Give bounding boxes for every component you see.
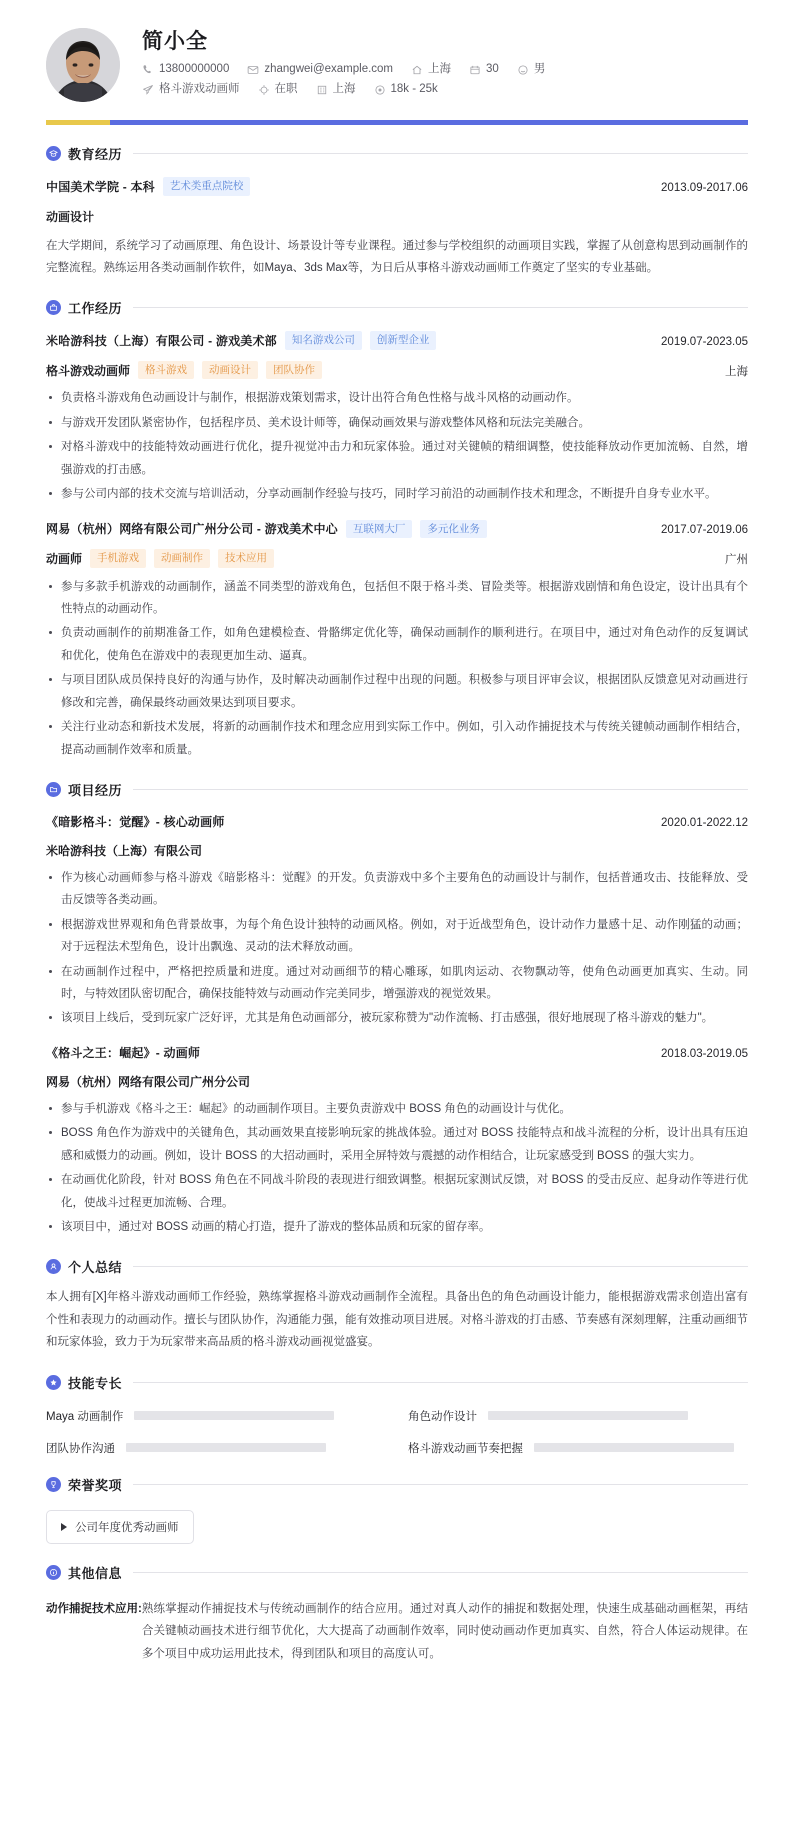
education-entry-left: [46, 177, 250, 196]
contact-meta-row-1: [142, 64, 748, 76]
skill-progress-track: [488, 1411, 688, 1420]
skills-grid: [46, 1408, 748, 1456]
work-date: 2019.07-2023.05: [661, 336, 748, 349]
star-icon: [46, 1375, 61, 1390]
list-item: 该项目上线后，受到玩家广泛好评，尤其是角色动画部分，被玩家称赞为"动作流畅、打击感强，很好地展现了格斗游戏的魅力"。: [46, 1007, 748, 1029]
role-tag: 动画设计: [202, 361, 258, 380]
contact-meta-row-2: [142, 84, 748, 96]
graduation-cap-icon: [46, 146, 61, 161]
role-tag: 技术应用: [218, 549, 274, 568]
section-project: [46, 780, 748, 1238]
send-icon: [142, 84, 154, 96]
avatar: [46, 28, 120, 102]
trophy-icon: [46, 1477, 61, 1492]
list-item: 对格斗游戏中的技能特效动画进行优化，提升视觉冲击力和玩家体验。通过对关键帧的精细调整，使技能释放动作更加流畅、自然，增强游戏的打击感。: [46, 436, 748, 481]
work-entry: [46, 520, 748, 761]
award-label: 公司年度优秀动画师: [75, 1521, 179, 1534]
list-item: 与项目团队成员保持良好的沟通与协作，及时解决动画制作过程中出现的问题。积极参与项目评审会议，根据团队反馈意见对动画进行修改和完善，确保最终动画效果达到项目要求。: [46, 669, 748, 714]
list-item: 与游戏开发团队紧密协作，包括程序员、美术设计师等，确保动画效果与游戏整体风格和玩法完美融合。: [46, 412, 748, 434]
profile-info: [142, 28, 748, 104]
play-triangle-icon: [61, 1523, 67, 1531]
work-location: 上海: [725, 365, 748, 378]
skill-progress-track: [134, 1411, 334, 1420]
project-date: 2020.01-2022.12: [661, 816, 748, 829]
meta-age: [469, 64, 499, 76]
company-tag: 创新型企业: [370, 331, 437, 350]
section-title-summary: 个人总结: [68, 1260, 123, 1276]
list-item: BOSS 角色作为游戏中的关键角色，其动画效果直接影响玩家的挑战体验。通过对 BOSS 技能特点和战斗流程的分析，设计出具有压迫感和威慑力的动画。例如，设计 BOSS 的大招动画时，采用全屏特效与震撼的动作相结合，让玩家感受到 BOSS 的强大实力。: [46, 1122, 748, 1167]
list-item: 参与公司内部的技术交流与培训活动，分享动画制作经验与技巧，同时学习前沿的动画制作技术和理念，不断提升自身专业水平。: [46, 483, 748, 505]
project-bullet-list: [46, 867, 748, 1030]
work-bullet-list: [46, 576, 748, 761]
home-icon: [411, 64, 423, 76]
section-title-work: 工作经历: [68, 301, 123, 317]
role-tag: 动画制作: [154, 549, 210, 568]
skill-label: Maya 动画制作: [46, 1410, 124, 1423]
user-icon: [46, 1259, 61, 1274]
page-title: 简小全: [142, 30, 208, 53]
accent-divider-bar: [46, 120, 748, 125]
work-entry-header: [46, 520, 748, 539]
salary-icon: [374, 84, 386, 96]
section-header-summary: [46, 1257, 748, 1276]
list-item: 负责格斗游戏角色动画设计与制作，根据游戏策划需求，设计出符合角色性格与战斗风格的动画动作。: [46, 387, 748, 409]
section-rule: [133, 789, 748, 790]
meta-status: [258, 84, 298, 96]
project-company: 米哈游科技（上海）有限公司: [46, 843, 203, 858]
divider-yellow: [46, 120, 110, 125]
meta-gender: [517, 64, 546, 76]
project-company: 网易（杭州）网络有限公司广州分公司: [46, 1074, 251, 1089]
section-rule: [133, 1572, 748, 1573]
meta-email: [247, 64, 393, 76]
divider-blue: [110, 120, 748, 125]
section-title-skills: 技能专长: [68, 1375, 123, 1391]
info-icon: [46, 1565, 61, 1580]
work-role-left: [46, 549, 274, 568]
job-title: 动画师: [46, 551, 83, 566]
company-name: 米哈游科技（上海）有限公司 - 游戏美术部: [46, 334, 277, 349]
project-entry: [46, 813, 748, 1030]
project-name: 《格斗之王：崛起》- 动画师: [46, 1045, 201, 1060]
skill-label: 团队协作沟通: [46, 1442, 115, 1455]
meta-phone-text: 13800000000: [159, 63, 230, 76]
skill-progress-track: [126, 1443, 326, 1452]
section-rule: [133, 307, 748, 308]
education-description: 在大学期间，系统学习了动画原理、角色设计、场景设计等专业课程。通过参与学校组织的动画项目实践，掌握了从创意构思到动画制作的完整流程。熟练运用各类动画制作软件，如Maya、3ds Max等，为日后从事格斗游戏动画师工作奠定了坚实的专业基础。: [46, 239, 748, 275]
job-title: 格斗游戏动画师: [46, 363, 131, 378]
education-tag: 艺术类重点院校: [163, 177, 251, 196]
folder-icon: [46, 782, 61, 797]
company-tag: 互联网大厂: [346, 520, 413, 539]
section-education: [46, 144, 748, 279]
summary-text: 本人拥有[X]年格斗游戏动画师工作经验，熟练掌握格斗游戏动画制作全流程。具备出色的角色动画设计能力，能根据游戏需求创造出富有个性和表现力的动画动作。擅长与团队协作，沟通能力强，能有效推动项目进展。对格斗游戏的打击感、节奏感有深刻理解，注重动画细节和玩家体验，致力于为玩家带来高品质的格斗游戏动画视觉盛宴。: [46, 1291, 748, 1349]
section-header-other: [46, 1563, 748, 1582]
list-item: 负责动画制作的前期准备工作，如角色建模检查、骨骼绑定优化等，确保动画制作的顺利进行。在项目中，通过对角色动作的反复调试和优化，使角色在游戏中的表现更加生动、逼真。: [46, 622, 748, 667]
work-location: 广州: [725, 553, 748, 566]
meta-city-text: 上海: [428, 63, 452, 76]
project-date: 2018.03-2019.05: [661, 1047, 748, 1060]
school-name: 中国美术学院 - 本科: [46, 179, 155, 194]
education-entry-header: [46, 177, 748, 196]
phone-icon: [142, 64, 154, 76]
meta-age-text: 30: [486, 63, 499, 76]
meta-phone: [142, 64, 229, 76]
role-tag: 格斗游戏: [138, 361, 194, 380]
education-entry: [46, 177, 748, 279]
section-awards: [46, 1475, 748, 1544]
other-info-text: 熟练掌握动作捕捉技术与传统动画制作的结合应用。通过对真人动作的捕捉和数据处理，快速生成基础动画框架，再结合关键帧动画技术进行细节优化，大大提高了动画制作效率，同时使动画动作更加真实、自然，符合人体运动规律。在多个项目中成功运用此技术，得到团队和项目的高度认可。: [141, 1602, 748, 1660]
section-rule: [133, 1382, 748, 1383]
work-bullet-list: [46, 387, 748, 505]
skill-item: [408, 1408, 748, 1424]
project-bullet-list: [46, 1098, 748, 1239]
list-item: 关注行业动态和新技术发展，将新的动画制作技术和理念应用到实际工作中。例如，引入动作捕捉技术与传统关键帧动画制作相结合，提高动画制作效率和质量。: [46, 716, 748, 761]
section-header-awards: [46, 1475, 748, 1494]
gender-icon: [517, 64, 529, 76]
list-item: 在动画优化阶段，针对 BOSS 角色在不同战斗阶段的表现进行细致调整。根据玩家测试反馈，对 BOSS 的受击反应、起身动作等进行优化，使战斗过程更加流畅、合理。: [46, 1169, 748, 1214]
other-info-row: [46, 1598, 748, 1665]
company-tag: 知名游戏公司: [285, 331, 362, 350]
section-summary: [46, 1257, 748, 1353]
calendar-icon: [469, 64, 481, 76]
list-item: 在动画制作过程中，严格把控质量和进度。通过对动画细节的精心雕琢，如肌肉运动、衣物飘动等，使角色动画更加真实、生动。同时，与特效团队密切配合，确保技能特效与动画动作完美同步，增强游戏的视觉效果。: [46, 961, 748, 1006]
work-date: 2017.07-2019.06: [661, 524, 748, 537]
section-skills: [46, 1373, 748, 1456]
skill-label: 角色动作设计: [408, 1410, 477, 1423]
company-tag: 多元化业务: [420, 520, 487, 539]
list-item: 作为核心动画师参与格斗游戏《暗影格斗：觉醒》的开发。负责游戏中多个主要角色的动画设计与制作，包括普通攻击、技能释放、受击反馈等各类动画。: [46, 867, 748, 912]
meta-salary: [374, 84, 438, 96]
work-role-left: [46, 361, 322, 380]
list-item: 该项目中，通过对 BOSS 动画的精心打造，提升了游戏的整体品质和玩家的留存率。: [46, 1216, 748, 1238]
project-entry-header: [46, 813, 748, 830]
section-header-education: [46, 144, 748, 163]
section-work: [46, 298, 748, 760]
role-tag: 团队协作: [266, 361, 322, 380]
project-entry: [46, 1044, 748, 1239]
list-item: 参与手机游戏《格斗之王：崛起》的动画制作项目。主要负责游戏中 BOSS 角色的动画设计与优化。: [46, 1098, 748, 1120]
award-chip[interactable]: [46, 1510, 194, 1544]
work-entry-left: [46, 520, 487, 539]
skill-progress-track: [534, 1443, 734, 1452]
section-rule: [133, 1484, 748, 1485]
skill-item: [46, 1440, 386, 1456]
project-name: 《暗影格斗：觉醒》- 核心动画师: [46, 814, 225, 829]
work-role-row: [46, 361, 748, 380]
meta-city: [411, 64, 451, 76]
list-item: 根据游戏世界观和角色背景故事，为每个角色设计独特的动画风格。例如，对于近战型角色，设计动作力量感十足、动作刚猛的动画；对于远程法术型角色，设计出飘逸、灵动的法术释放动画。: [46, 914, 748, 959]
section-header-skills: [46, 1373, 748, 1392]
briefcase-icon: [46, 300, 61, 315]
section-other: [46, 1563, 748, 1665]
section-title-awards: 荣誉奖项: [68, 1477, 123, 1493]
project-entry-left: [46, 813, 225, 830]
role-tag: 手机游戏: [90, 549, 146, 568]
project-entry-left: [46, 1044, 200, 1061]
meta-salary-text: 18k - 25k: [390, 83, 438, 96]
meta-email-text: zhangwei@example.com: [264, 63, 394, 76]
section-title-project: 项目经历: [68, 782, 123, 798]
section-title-other: 其他信息: [68, 1565, 123, 1581]
work-entry: [46, 331, 748, 505]
building-icon: [316, 84, 328, 96]
meta-status-text: 在职: [274, 83, 298, 96]
work-entry-left: [46, 331, 436, 350]
award-list: [46, 1510, 748, 1544]
meta-gender-text: 男: [533, 63, 546, 76]
meta-work-city-text: 上海: [332, 83, 356, 96]
education-date: 2013.09-2017.06: [661, 181, 748, 194]
work-role-row: [46, 549, 748, 568]
profile-header: [46, 18, 748, 104]
work-entry-header: [46, 331, 748, 350]
company-name: 网易（杭州）网络有限公司广州分公司 - 游戏美术中心: [46, 522, 338, 537]
project-entry-header: [46, 1044, 748, 1061]
meta-work-city: [316, 84, 356, 96]
mail-icon: [247, 64, 259, 76]
skill-item: [408, 1440, 748, 1456]
section-rule: [133, 1266, 748, 1267]
list-item: 参与多款手机游戏的动画制作，涵盖不同类型的游戏角色，包括但不限于格斗类、冒险类等。根据游戏剧情和角色设定，设计出具有个性特点的动画动作。: [46, 576, 748, 621]
section-rule: [133, 153, 748, 154]
skill-label: 格斗游戏动画节奏把握: [408, 1442, 523, 1455]
meta-position-text: 格斗游戏动画师: [159, 83, 240, 96]
section-header-work: [46, 298, 748, 317]
section-title-education: 教育经历: [68, 147, 123, 163]
meta-position: [142, 84, 240, 96]
status-icon: [258, 84, 270, 96]
other-info-label: 动作捕捉技术应用:: [46, 1602, 142, 1615]
skill-item: [46, 1408, 386, 1424]
education-major: 动画设计: [46, 209, 95, 224]
section-header-project: [46, 780, 748, 799]
